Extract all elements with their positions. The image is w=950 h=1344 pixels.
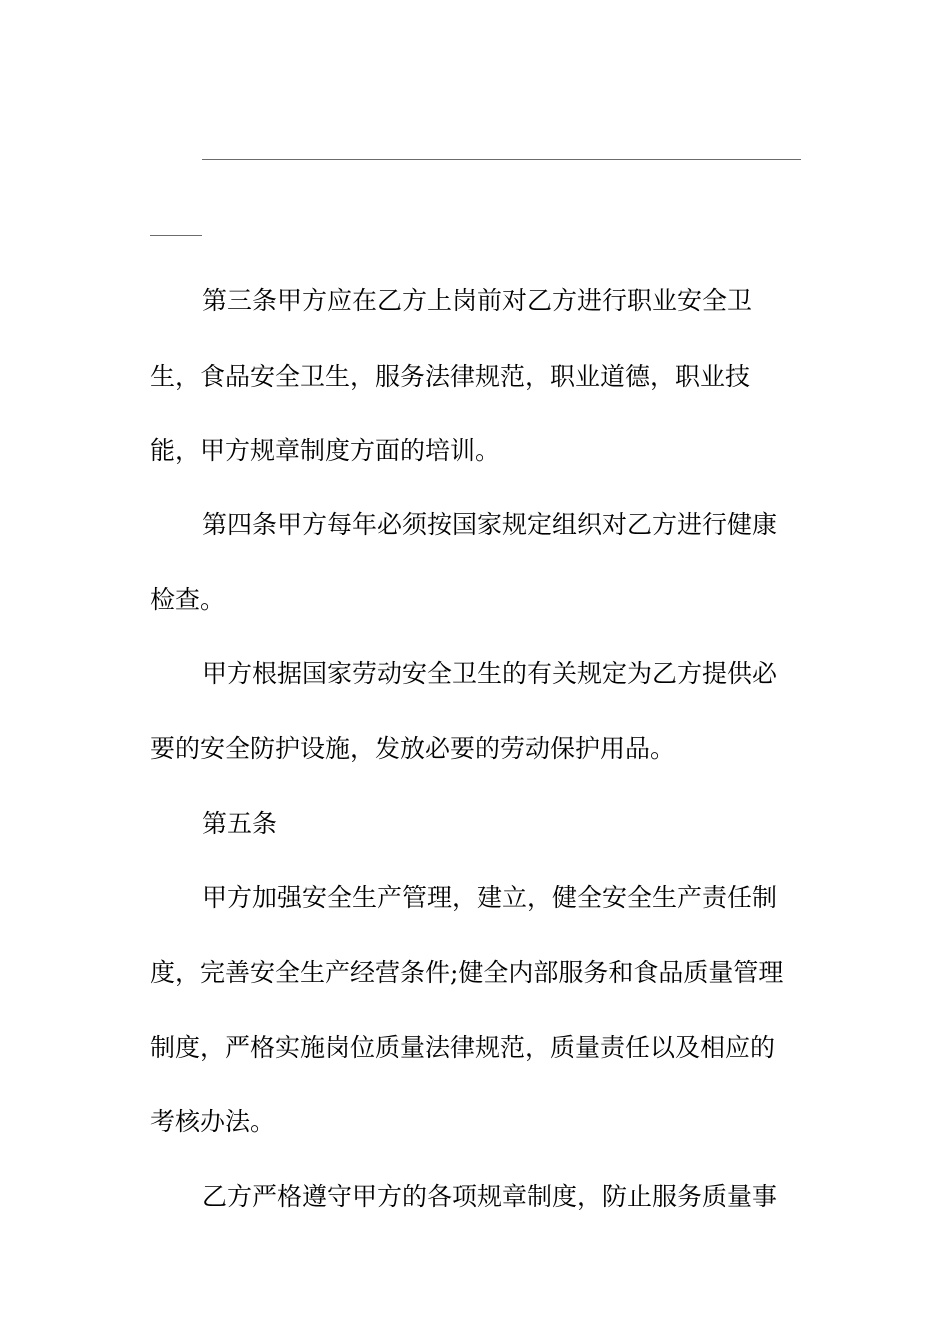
blank-fill-line-continued xyxy=(150,235,202,236)
article-5-line-4: 考核办法。 xyxy=(150,1107,276,1136)
article-5-line-3: 制度，严格实施岗位质量法律规范，质量责任以及相应的 xyxy=(150,1033,776,1062)
article-3-line-1: 第三条甲方应在乙方上岗前对乙方进行职业安全卫 xyxy=(202,286,753,315)
article-3-line-2: 生，食品安全卫生，服务法律规范，职业道德，职业技 xyxy=(150,362,751,391)
party-b-paragraph-line-1: 乙方严格遵守甲方的各项规章制度，防止服务质量事 xyxy=(202,1182,778,1211)
article-5-line-1: 甲方加强安全生产管理，建立，健全安全生产责任制 xyxy=(202,883,778,912)
safety-paragraph-line-2: 要的安全防护设施，发放必要的劳动保护用品。 xyxy=(150,734,676,763)
blank-fill-line xyxy=(202,159,801,160)
article-3-line-3: 能，甲方规章制度方面的培训。 xyxy=(150,436,501,465)
article-4-line-2: 检查。 xyxy=(150,585,226,614)
safety-paragraph-line-1: 甲方根据国家劳动安全卫生的有关规定为乙方提供必 xyxy=(202,659,778,688)
article-5-line-2: 度，完善安全生产经营条件;健全内部服务和食品质量管理 xyxy=(150,958,784,987)
article-4-line-1: 第四条甲方每年必须按国家规定组织对乙方进行健康 xyxy=(202,510,778,539)
article-5-heading: 第五条 xyxy=(202,809,278,838)
